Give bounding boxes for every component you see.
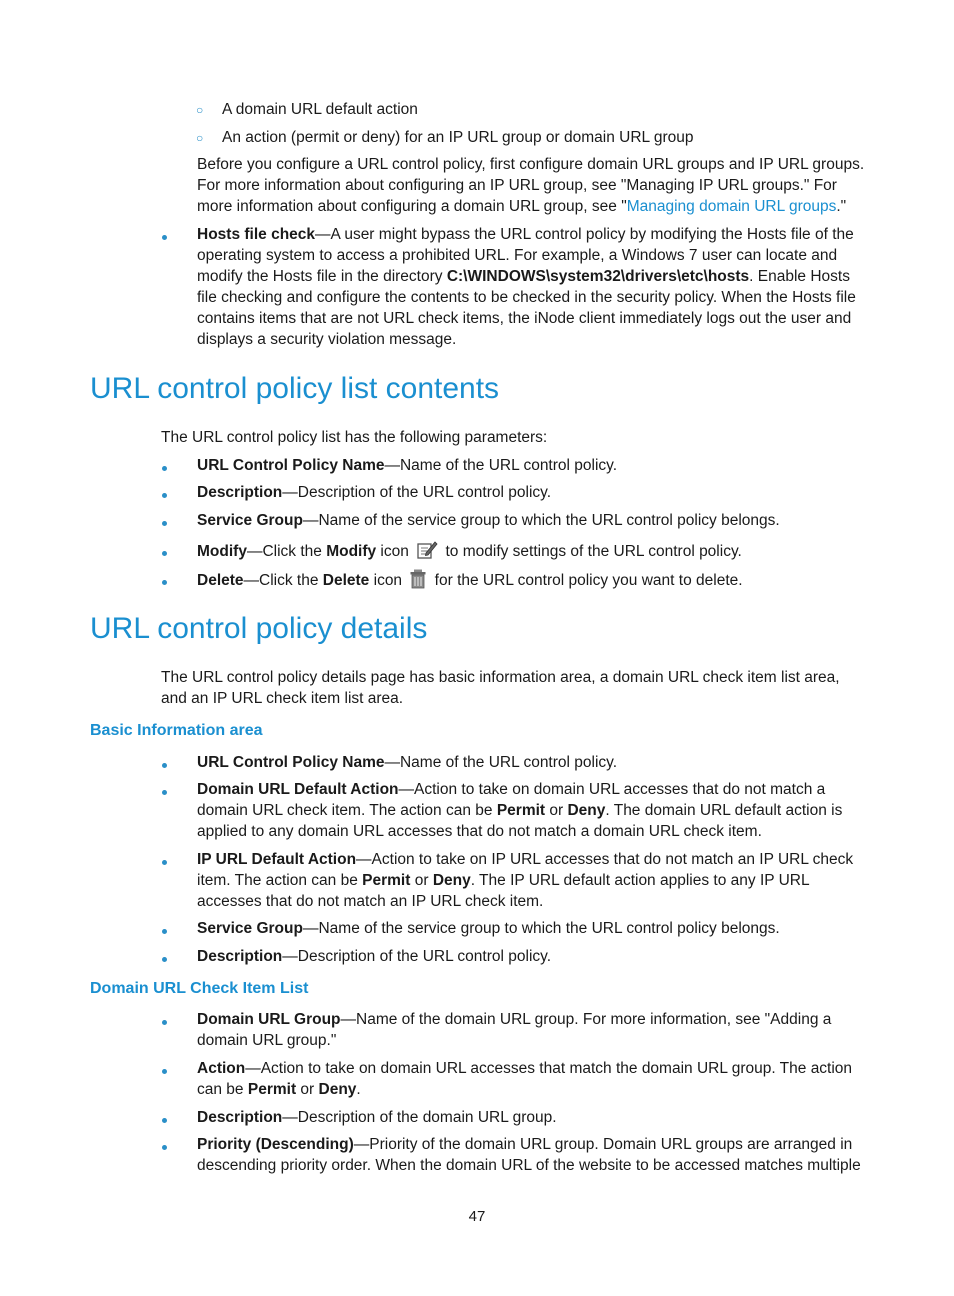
bullet-icon <box>162 929 167 934</box>
sub-list-item: A domain URL default action <box>222 101 418 118</box>
subheading-basic-information: Basic Information area <box>90 722 263 739</box>
intro-paragraph: Before you configure a URL control policy, first configure domain URL groups and IP URL groups. For more information about configuring an IP URL group, see "Managing IP URL groups." For more information about configuring a domain URL group, see "Managing domain URL groups." <box>197 156 865 215</box>
subheading-domain-url-check-item-list: Domain URL Check Item List <box>90 980 309 997</box>
list-item-modify: Modify—Click the Modify icon to modify settings of the URL control policy. <box>197 540 865 566</box>
hollow-bullet-icon: ○ <box>196 103 204 117</box>
bullet-icon <box>162 466 167 471</box>
bullet-icon <box>162 493 167 498</box>
bullet-icon <box>162 790 167 795</box>
bullet-icon <box>162 521 167 526</box>
bullet-icon <box>162 1020 167 1025</box>
section-heading-details: URL control policy details <box>90 612 428 645</box>
trash-icon[interactable] <box>409 569 427 595</box>
hosts-file-check-item: Hosts file check—A user might bypass the URL control policy by modifying the Hosts file of the operating system to access a prohibited URL. For example, a Windows 7 user can locate and modify the Hosts file in the directory C:\WINDOWS\system32\drivers\etc\hosts. Enable Hosts file checking and configure the contents to be checked in the security policy. When the Hosts file contains items that are not URL check items, the iNode client immediately logs out the user and displays a security violation message. <box>197 226 856 348</box>
details-lead: The URL control policy details page has basic information area, a domain URL check item list area, and an IP URL check item list area. <box>161 669 840 707</box>
basic-item-domain-default-action: Domain URL Default Action—Action to take on domain URL accesses that do not match a domain URL check item. The action can be Permit or Deny. The domain URL default action is applied to any domain URL accesses that do not match a domain URL check item. <box>197 781 843 840</box>
list-item-delete: Delete—Click the Delete icon for the URL control policy you want to delete. <box>197 569 865 595</box>
managing-domain-url-groups-link[interactable]: Managing domain URL groups <box>626 198 837 215</box>
list-lead: The URL control policy list has the following parameters: <box>161 429 548 446</box>
bullet-icon <box>162 235 167 240</box>
bullet-icon <box>162 1118 167 1123</box>
basic-item-policy-name: URL Control Policy Name—Name of the URL control policy. <box>197 754 618 771</box>
hollow-bullet-icon: ○ <box>196 131 204 145</box>
basic-item-ip-default-action: IP URL Default Action—Action to take on IP URL accesses that do not match an IP URL check item. The action can be Permit or Deny. The IP URL default action applies to any IP URL accesses that do not match an IP URL check item. <box>197 851 854 910</box>
sub-list-item: An action (permit or deny) for an IP URL group or domain URL group <box>222 129 694 146</box>
bullet-icon <box>162 763 167 768</box>
domain-item-group: Domain URL Group—Name of the domain URL group. For more information, see "Adding a domain URL group." <box>197 1011 832 1049</box>
domain-item-priority: Priority (Descending)—Priority of the domain URL group. Domain URL groups are arranged in descending priority order. When the domain URL of the website to be accessed matches multiple <box>197 1136 861 1174</box>
bullet-icon <box>162 1145 167 1150</box>
list-item-policy-name: URL Control Policy Name—Name of the URL control policy. <box>197 457 618 474</box>
bullet-icon <box>162 860 167 865</box>
domain-item-action: Action—Action to take on domain URL accesses that match the domain URL group. The action can be Permit or Deny. <box>197 1060 853 1098</box>
bullet-icon <box>162 1069 167 1074</box>
list-item-description: Description—Description of the URL control policy. <box>197 484 552 501</box>
edit-icon[interactable] <box>416 540 438 566</box>
section-heading-list-contents: URL control policy list contents <box>90 372 500 405</box>
bullet-icon <box>162 551 167 556</box>
page-number: 47 <box>468 1208 486 1225</box>
list-item-service-group: Service Group—Name of the service group to which the URL control policy belongs. <box>197 512 780 529</box>
bullet-icon <box>162 957 167 962</box>
basic-item-description: Description—Description of the URL control policy. <box>197 948 552 965</box>
basic-item-service-group: Service Group—Name of the service group to which the URL control policy belongs. <box>197 920 780 937</box>
bullet-icon <box>162 580 167 585</box>
domain-item-description: Description—Description of the domain URL group. <box>197 1109 557 1126</box>
